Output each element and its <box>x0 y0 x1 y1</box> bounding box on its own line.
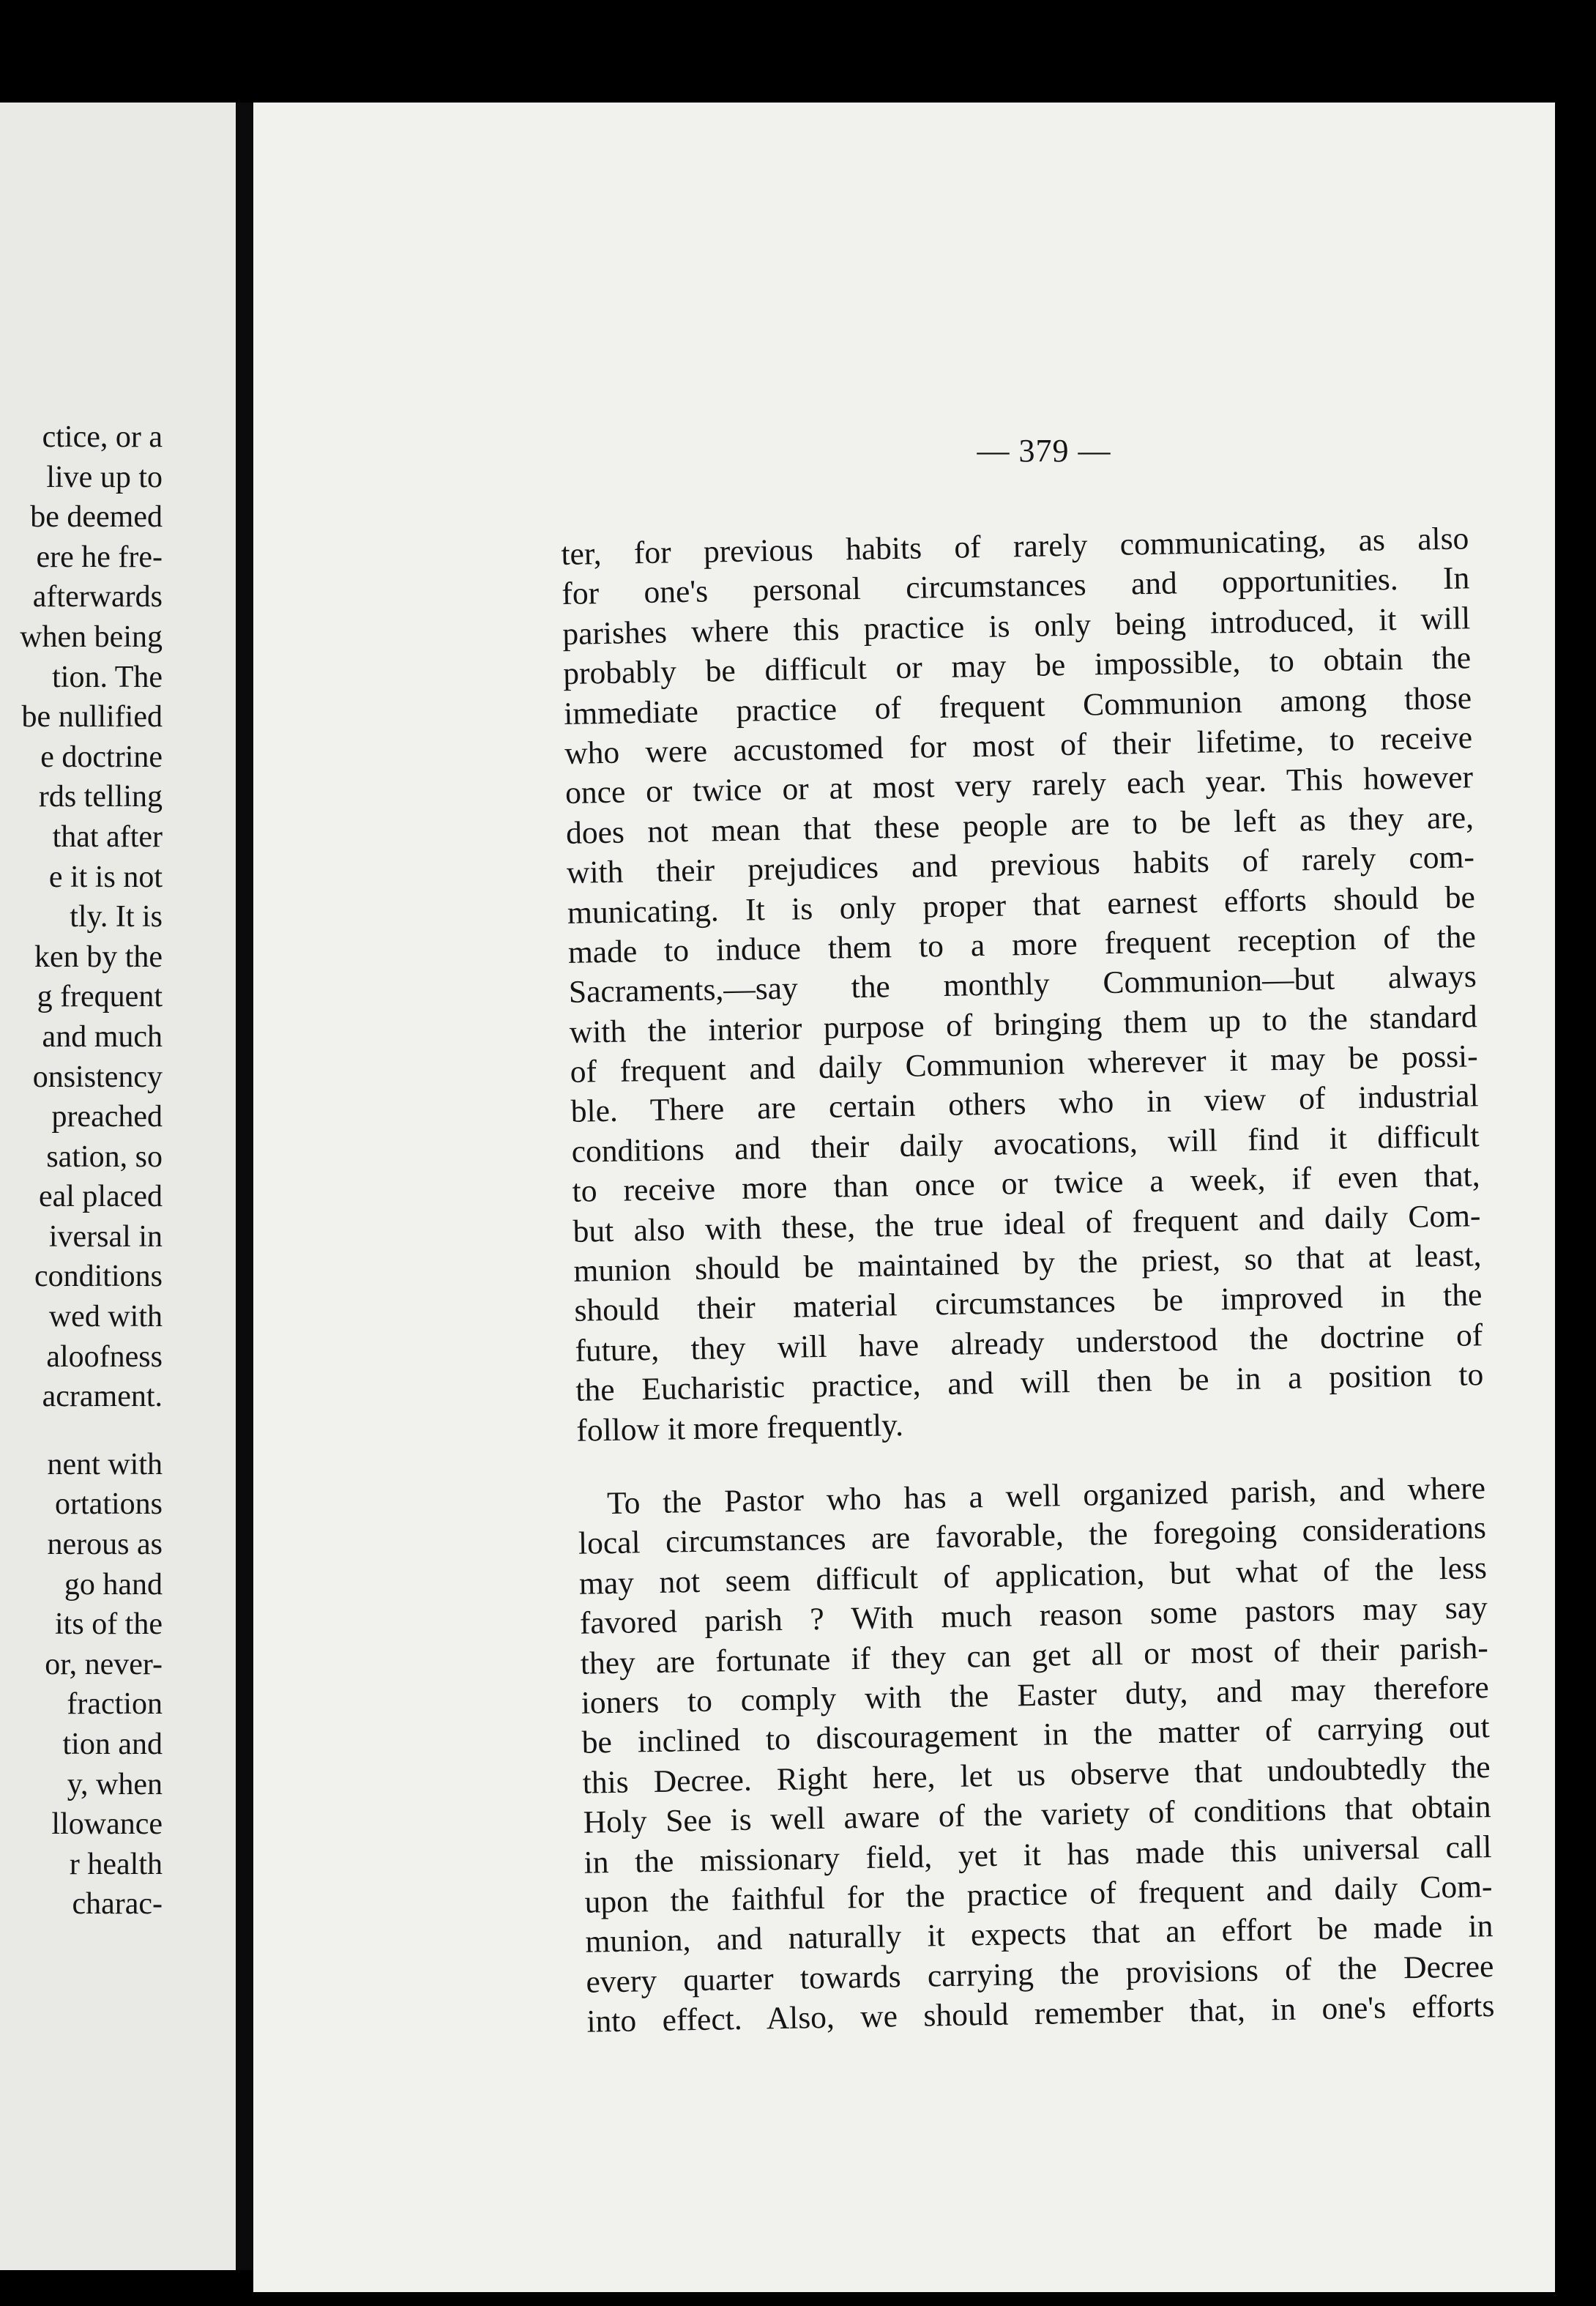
text-line: local circumstances are favorable, the foregoing considerations <box>578 1510 1487 1562</box>
left-page-line: tly. It is <box>70 900 163 934</box>
right-page <box>253 103 1555 2292</box>
left-page-line: charac- <box>72 1887 163 1922</box>
left-page-line: that after <box>52 819 163 854</box>
paragraph <box>561 518 1485 1450</box>
left-page-line: preached <box>51 1100 163 1134</box>
text-line: follow it more frequently. <box>575 1407 904 1448</box>
text-line: parishes where this practice is only being introduced, it will <box>562 600 1471 652</box>
page-number: — 379 — <box>977 433 1111 469</box>
text-line: once or twice or at most very rarely each year. This however <box>564 759 1474 811</box>
left-page-line: ken by the <box>34 940 163 974</box>
text-line: probably be difficult or may be impossible, to obtain the <box>562 640 1472 692</box>
text-line: they are fortunate if they can get all or most of their parish- <box>580 1629 1489 1681</box>
text-line: future, they will have already understood the doctrine of <box>575 1317 1483 1369</box>
text-line: favored parish ? With much reason some pastors may say <box>579 1590 1488 1641</box>
left-page-line: be deemed <box>30 500 163 535</box>
left-page-line: nerous as <box>47 1528 163 1562</box>
text-line: Sacraments,—say the monthly Communion—but always <box>568 959 1477 1011</box>
text-line: municating. It is only proper that earnest efforts should be <box>567 879 1476 931</box>
text-line: does not mean that these people are to be left as they are, <box>565 800 1474 851</box>
text-line: may not seem difficult of application, but what of the less <box>578 1550 1488 1602</box>
text-line: to receive more than once or twice a week, if even that, <box>572 1158 1480 1210</box>
left-page-line: tion and <box>62 1727 163 1761</box>
left-page-line: wed with <box>48 1300 163 1334</box>
left-page-line: acrament. <box>42 1380 163 1414</box>
left-page-line: e it is not <box>48 860 163 894</box>
left-page-line: aloofness <box>46 1339 163 1374</box>
left-page-line: afterwards <box>32 580 163 614</box>
text-line: Holy See is well aware of the variety of conditions that obtain <box>583 1789 1491 1840</box>
left-page-line: fraction <box>67 1687 163 1722</box>
left-page-line: g frequent <box>37 980 163 1014</box>
text-line: To the Pastor who has a well organized parish, and where <box>606 1470 1486 1522</box>
text-line: with their prejudices and previous habits of rarely com- <box>566 839 1475 891</box>
text-line: of frequent and daily Communion wherever it may be possi- <box>570 1038 1479 1090</box>
left-page-line: conditions <box>34 1260 163 1294</box>
left-page-line <box>0 1417 236 1445</box>
left-page-line: r health <box>69 1847 163 1881</box>
left-page-line: be nullified <box>21 700 163 734</box>
text-line: be inclined to discouragement in the matter of carrying out <box>581 1709 1491 1761</box>
text-line: who were accustomed for most of their lifetime, to receive <box>564 720 1473 771</box>
left-page-line: and much <box>42 1019 163 1054</box>
text-line: the Eucharistic practice, and will then be in a position to <box>575 1357 1484 1409</box>
text-line: every quarter towards carrying the provisions of the Decree <box>586 1948 1494 2000</box>
left-page <box>0 103 236 2270</box>
text-line: made to induce them to a more frequent reception of the <box>567 919 1477 970</box>
text-line: ter, for previous habits of rarely communicating, as also <box>561 521 1469 572</box>
paragraph <box>578 1468 1495 2042</box>
text-line: should their material circumstances be improved in the <box>574 1277 1483 1329</box>
left-page-line: when being <box>20 620 163 654</box>
text-line: munion, and naturally it expects that an effort be made in <box>585 1908 1494 1960</box>
left-page-line: live up to <box>46 460 163 494</box>
left-page-line: nent with <box>47 1447 163 1481</box>
text-line: ble. There are certain others who in view of industrial <box>570 1078 1479 1130</box>
text-line: conditions and their daily avocations, will find it difficult <box>571 1118 1480 1169</box>
left-page-text <box>0 417 236 1924</box>
left-page-line: eal placed <box>38 1180 163 1214</box>
text-line: for one's personal circumstances and opportunities. In <box>562 560 1470 612</box>
text-line: immediate practice of frequent Communion among those <box>563 680 1472 732</box>
page-body <box>561 518 1495 2042</box>
left-page-line: y, when <box>67 1767 163 1801</box>
left-page-line: or, never- <box>45 1647 163 1681</box>
text-line: ioners to comply with the Easter duty, and may therefore <box>581 1670 1490 1721</box>
book-gutter <box>236 103 253 2270</box>
left-page-line: go hand <box>64 1567 163 1602</box>
text-line: this Decree. Right here, let us observe that undoubtedly the <box>582 1749 1491 1801</box>
left-page-line: ctice, or a <box>42 420 163 454</box>
left-page-line: e doctrine <box>40 740 163 774</box>
left-page-line: sation, so <box>46 1139 163 1174</box>
left-page-line: its of the <box>55 1607 163 1642</box>
left-page-line: llowance <box>51 1807 163 1842</box>
text-line: with the interior purpose of bringing them up to the standard <box>569 998 1478 1050</box>
left-page-line: iversal in <box>48 1219 163 1254</box>
text-line: in the missionary field, yet it has made this universal call <box>583 1829 1492 1881</box>
left-page-line: onsistency <box>32 1060 163 1094</box>
left-page-line: ere he fre- <box>36 540 163 574</box>
text-line: into effect. Also, we should remember that, in one's efforts <box>586 1988 1495 2039</box>
text-line: but also with these, the true ideal of frequent and daily Com- <box>573 1197 1481 1249</box>
text-line: upon the faithful for the practice of frequent and daily Com- <box>584 1868 1493 1920</box>
left-page-line: tion. The <box>52 660 163 694</box>
left-page-line: rds telling <box>38 780 163 814</box>
text-line: munion should be maintained by the priest, so that at least, <box>573 1238 1482 1289</box>
left-page-line: ortations <box>55 1487 163 1522</box>
